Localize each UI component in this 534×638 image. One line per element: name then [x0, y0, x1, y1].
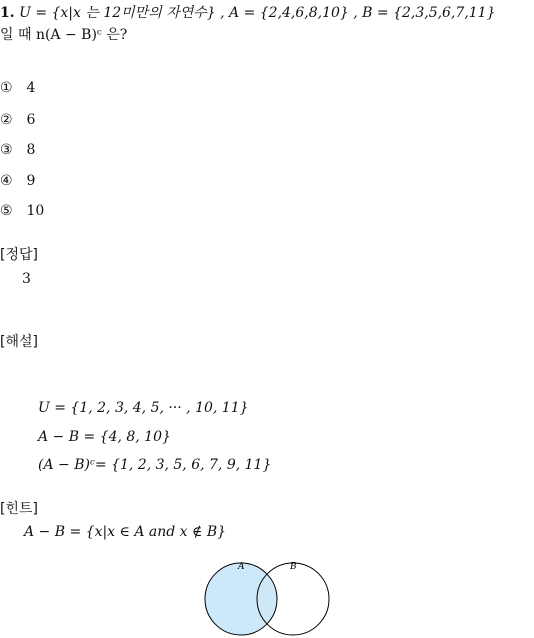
choice-2[interactable]	[0, 112, 35, 128]
choice-5-mark: ⑤	[0, 203, 13, 219]
choice-2-mark: ②	[0, 112, 13, 128]
choice-4-value: 9	[26, 173, 36, 189]
question-sets: U = {x|x 는 12미만의 자연수} , A = {2,4,6,8,10} , B = {2,3,5,6,7,11}	[19, 5, 496, 21]
question-line-2: 일 때 n(A − B)ᶜ 은?	[0, 27, 128, 43]
choice-5-value: 10	[26, 203, 45, 219]
choice-1[interactable]	[0, 80, 35, 96]
choice-5[interactable]	[0, 203, 44, 219]
venn-label-b: B	[290, 562, 297, 572]
choice-4[interactable]	[0, 173, 35, 189]
solution-line-1: U = {1, 2, 3, 4, 5, ··· , 10, 11}	[38, 400, 249, 416]
hint-label: [힌트]	[0, 501, 38, 517]
venn-label-a: A	[238, 562, 245, 572]
question-line-1	[0, 2, 496, 22]
choice-1-value: 4	[26, 80, 36, 96]
choice-3[interactable]	[0, 142, 35, 158]
solution-line-2: A − B = {4, 8, 10}	[38, 429, 171, 445]
choice-3-value: 8	[26, 142, 36, 158]
venn-diagram	[200, 558, 340, 638]
hint-formula: A − B = {x|x ∈ A and x ∉ B}	[24, 524, 227, 540]
question-number: 1.	[0, 5, 15, 21]
answer-value: 3	[22, 271, 31, 287]
answer-label: [정답]	[0, 247, 38, 263]
choice-2-value: 6	[26, 112, 36, 128]
solution-label: [해설]	[0, 334, 38, 350]
choice-3-mark: ③	[0, 142, 13, 158]
solution-line-3: (A − B)ᶜ= {1, 2, 3, 5, 6, 7, 9, 11}	[38, 457, 272, 473]
choice-1-mark: ①	[0, 80, 13, 96]
choice-4-mark: ④	[0, 173, 13, 189]
